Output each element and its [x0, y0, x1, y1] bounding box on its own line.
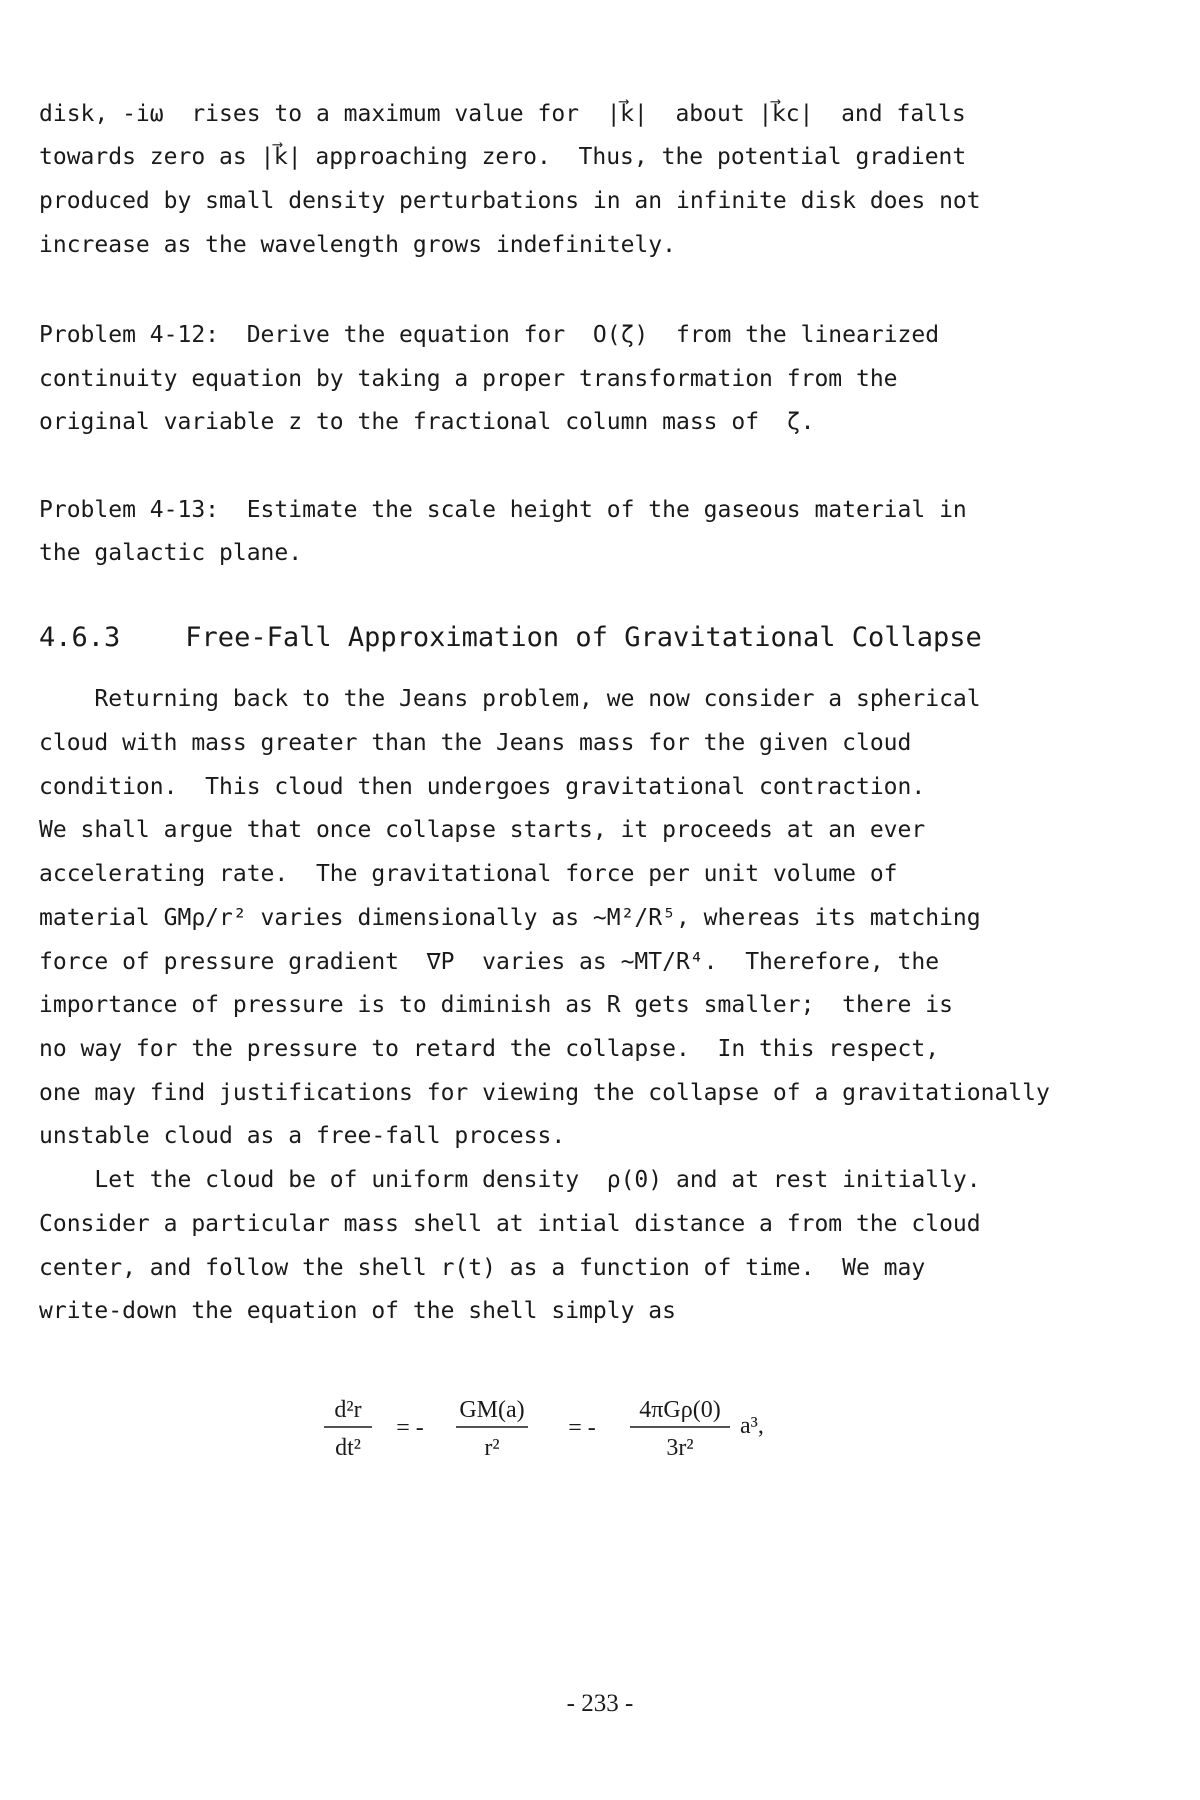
text-line: Returning back to the Jeans problem, we now consider a spherical	[39, 686, 981, 712]
problem-4-12-line: Problem 4-12: Derive the equation for O(ζ) from the linearized	[39, 322, 940, 348]
text-line: condition. This cloud then undergoes gravitational contraction.	[39, 774, 926, 800]
text-line: increase as the wavelength grows indefinitely.	[39, 232, 676, 258]
text-line: importance of pressure is to diminish as R gets smaller; there is	[39, 992, 953, 1018]
page-number: - 233 -	[566, 1690, 634, 1717]
equals-minus: = -	[396, 1415, 424, 1441]
text-line: no way for the pressure to retard the collapse. In this respect,	[39, 1036, 940, 1062]
text-line: Let the cloud be of uniform density ρ(0) and at rest initially.	[39, 1167, 981, 1193]
rhs-denominator: 3r²	[666, 1435, 694, 1461]
equals-minus: = -	[568, 1415, 596, 1441]
mid-numerator: GM(a)	[459, 1397, 525, 1423]
text-line: produced by small density perturbations in an infinite disk does not	[39, 188, 981, 214]
equation-tail: a³,	[740, 1413, 764, 1439]
text-line: write-down the equation of the shell simply as	[39, 1298, 676, 1324]
problem-4-13-line: the galactic plane.	[39, 540, 303, 566]
text-line: accelerating rate. The gravitational force per unit volume of	[39, 861, 898, 887]
problem-4-12-line: original variable z to the fractional column mass of ζ.	[39, 409, 815, 435]
text-line: towards zero as |k⃗| approaching zero. Thus, the potential gradient	[39, 144, 967, 170]
lhs-denominator: dt²	[335, 1435, 361, 1461]
text-line: one may find justifications for viewing the collapse of a gravitationally	[39, 1080, 1050, 1106]
text-line: center, and follow the shell r(t) as a function of time. We may	[39, 1255, 926, 1281]
problem-4-12-line: continuity equation by taking a proper transformation from the	[39, 366, 898, 392]
text-line: unstable cloud as a free-fall process.	[39, 1123, 566, 1149]
section-heading: 4.6.3 Free-Fall Approximation of Gravitational Collapse	[39, 622, 982, 653]
text-line: disk, -iω rises to a maximum value for |k⃗| about |k⃗c| and falls	[39, 101, 966, 127]
lhs-numerator: d²r	[334, 1397, 362, 1423]
problem-4-13-line: Problem 4-13: Estimate the scale height of the gaseous material in	[39, 497, 967, 523]
text-line: force of pressure gradient ∇P varies as ~MT/R⁴. Therefore, the	[39, 949, 940, 975]
text-line: material GMρ/r² varies dimensionally as ~M²/R⁵, whereas its matching	[39, 905, 981, 931]
text-line: cloud with mass greater than the Jeans mass for the given cloud	[39, 730, 912, 756]
mid-denominator: r²	[484, 1435, 500, 1461]
free-fall-equation	[320, 1385, 820, 1475]
text-line: Consider a particular mass shell at intial distance a from the cloud	[39, 1211, 981, 1237]
rhs-numerator: 4πGρ(0)	[639, 1397, 721, 1423]
text-line: We shall argue that once collapse starts, it proceeds at an ever	[39, 817, 926, 843]
